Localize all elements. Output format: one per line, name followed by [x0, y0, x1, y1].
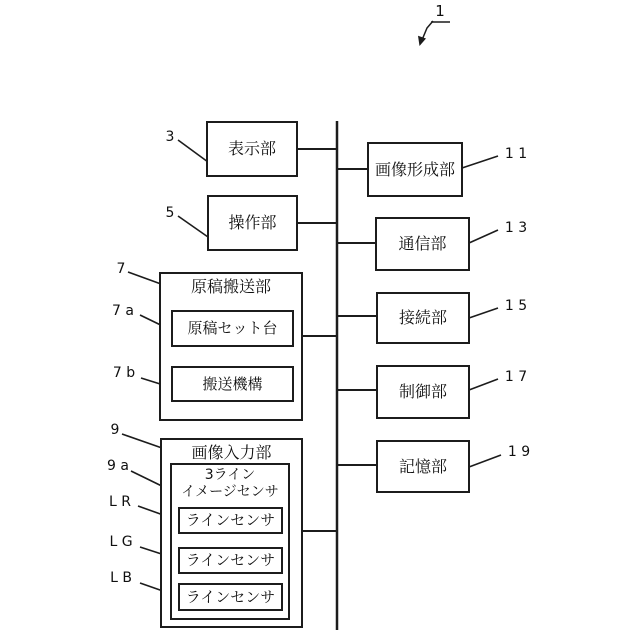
block-operation-label: 操作部 — [228, 213, 277, 233]
block-line-sensor-b-label: ラインセンサ — [185, 587, 276, 606]
block-line-sensor-g-label: ラインセンサ — [185, 551, 276, 570]
ref-label-5: 5 — [165, 205, 175, 221]
block-image-input-label: 画像入力部 — [191, 443, 272, 462]
ref-label-11: 1 1 — [504, 146, 528, 162]
sensor-label-line1: 3ライン — [204, 467, 256, 483]
figure-arrow-shaft — [422, 21, 433, 40]
block-transport-mechanism-label: 搬送機構 — [202, 374, 263, 393]
ref-label-13: 1 3 — [504, 220, 528, 236]
ref-label-17: 1 7 — [504, 369, 528, 385]
block-control — [376, 365, 470, 419]
leader-line-9 — [122, 434, 162, 448]
block-line-sensor-b — [178, 583, 283, 611]
leader-line-15 — [469, 308, 498, 318]
block-communication — [375, 217, 470, 271]
ref-label-lg: L G — [109, 534, 133, 550]
leader-line-5 — [178, 216, 208, 237]
leader-line-11 — [462, 156, 498, 168]
block-3line-image-sensor — [170, 463, 290, 620]
block-communication-label: 通信部 — [398, 234, 447, 254]
leader-line-19 — [469, 455, 501, 467]
block-line-sensor-g — [178, 547, 283, 574]
block-storage-label: 記憶部 — [398, 456, 447, 476]
ref-label-19: 1 9 — [507, 444, 531, 460]
leader-line-17 — [469, 379, 498, 390]
block-image-forming-label: 画像形成部 — [374, 159, 455, 179]
ref-label-3: 3 — [165, 129, 175, 145]
leader-line-3 — [178, 140, 208, 162]
figure-arrow-icon — [418, 36, 426, 46]
block-document-set-tray-label: 原稿セット台 — [187, 319, 278, 338]
block-connection — [376, 292, 470, 344]
block-storage — [376, 440, 470, 493]
block-line-sensor-r — [178, 507, 283, 534]
ref-label-15: 1 5 — [504, 298, 528, 314]
leader-line-13 — [469, 230, 498, 243]
ref-label-7b: 7 b — [112, 365, 136, 381]
block-connection-label: 接続部 — [398, 308, 447, 328]
block-display — [206, 121, 298, 177]
block-document-set-tray — [171, 310, 294, 347]
block-display-label: 表示部 — [227, 139, 276, 159]
block-control-label: 制御部 — [398, 382, 447, 402]
ref-label-lr: L R — [109, 494, 131, 510]
ref-label-9: 9 — [110, 422, 120, 438]
block-document-feeder-label: 原稿搬送部 — [190, 277, 271, 296]
block-operation — [207, 195, 298, 251]
sensor-label-line2: イメージセンサ — [181, 484, 279, 500]
ref-label-7a: 7 a — [112, 303, 134, 319]
figure-ref-label: 1 — [435, 2, 445, 20]
ref-label-7: 7 — [116, 261, 126, 277]
leader-line-7 — [128, 272, 161, 284]
block-transport-mechanism — [171, 366, 294, 402]
block-document-feeder — [159, 272, 303, 421]
ref-label-9a: 9 a — [107, 458, 129, 474]
block-image-input — [160, 438, 303, 628]
ref-label-lb: L B — [110, 570, 132, 586]
block-image-forming — [367, 142, 463, 197]
block-line-sensor-r-label: ラインセンサ — [185, 511, 276, 530]
block-3line-image-sensor-label — [172, 467, 288, 501]
